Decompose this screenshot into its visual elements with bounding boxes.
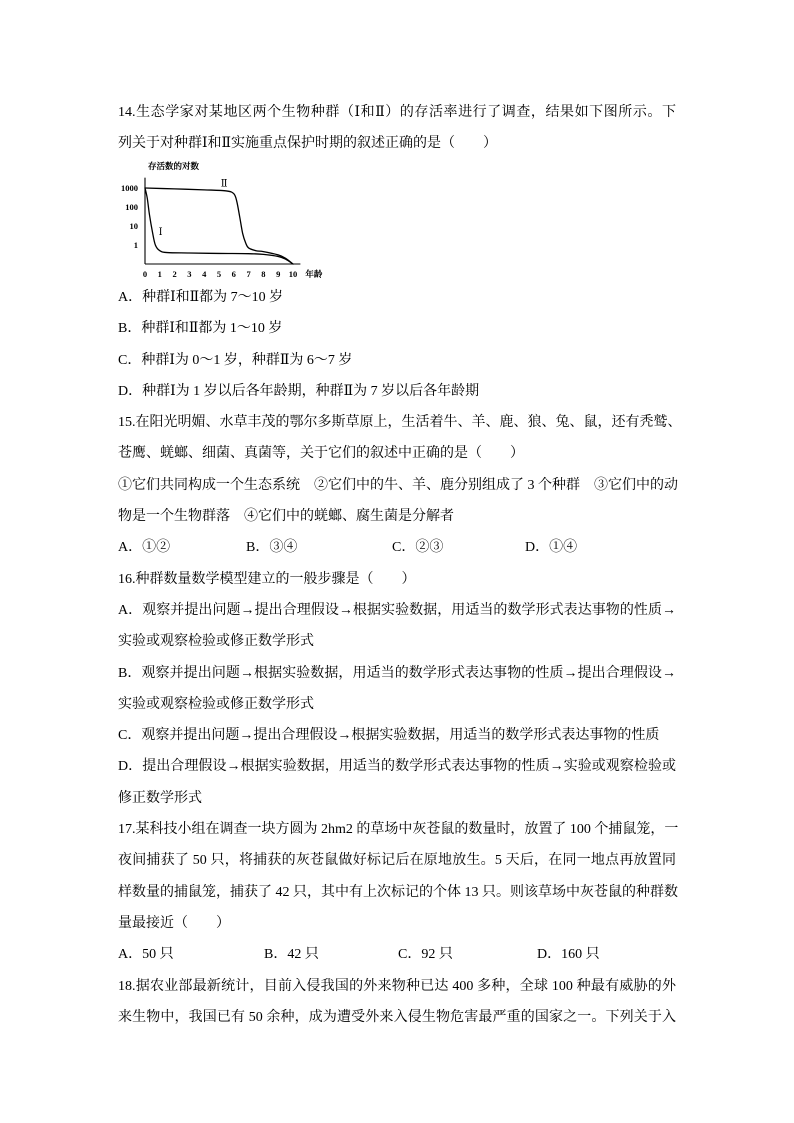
y-axis-label: 存活数的对数 [148, 161, 200, 171]
y-tick-label: 10 [129, 221, 138, 231]
q15-option-c: C．②③ [392, 540, 444, 556]
q17-stem-line-4: 量最接近（ ） [118, 915, 230, 931]
y-tick-label: 1000 [121, 183, 138, 193]
q14-option-d: D．种群Ⅰ为 1 岁以后各年龄期，种群Ⅱ为 7 岁以后各年龄期 [118, 383, 480, 399]
q17-options-row [118, 939, 676, 970]
q15-option-d: D．①④ [525, 540, 578, 556]
y-tick-label: 1 [133, 240, 138, 250]
question-14-stem [118, 97, 676, 160]
questions-body [118, 282, 682, 1033]
q15-options-row [118, 532, 676, 563]
x-tick-label: 10 [288, 269, 298, 279]
q16-option-d-line-1: D．提出合理假设→根据实验数据，用适当的数学形式表达事物的性质→实验或观察检验或 [118, 759, 676, 775]
q16-option-a-line-1: A．观察并提出问题→提出合理假设→根据实验数据，用适当的数学形式表达事物的性质→ [118, 602, 676, 618]
survival-curve-chart [118, 155, 333, 287]
x-tick-label: 3 [187, 269, 192, 279]
q15-option-b: B．③④ [246, 540, 298, 556]
q15-option-a: A．①② [118, 540, 171, 556]
q15-stem-line-1: 15.在阳光明媚、水草丰茂的鄂尔多斯草原上，生活着牛、羊、鹿、狼、兔、鼠，还有秃鹫、 [118, 415, 682, 431]
q16-option-b-line-1: B．观察并提出问题→根据实验数据，用适当的数学形式表达事物的性质→提出合理假设→ [118, 665, 676, 681]
survival-curve-ii-label: Ⅱ [220, 178, 228, 190]
q14-stem-line-1: 14.生态学家对某地区两个生物种群（Ⅰ和Ⅱ）的存活率进行了调查，结果如下图所示。下 [118, 105, 676, 120]
q16-option-a-line-2: 实验或观察检验或修正数学形式 [118, 634, 314, 650]
q17-option-a: A．50 只 [118, 947, 174, 963]
q14-stem-line-2: 列关于对种群Ⅰ和Ⅱ实施重点保护时期的叙述正确的是（ ） [118, 136, 498, 152]
q14-option-b: B．种群Ⅰ和Ⅱ都为 1～10 岁 [118, 321, 283, 337]
q16-option-c: C．观察并提出问题→提出合理假设→根据实验数据，用适当的数学形式表达事物的性质 [118, 728, 660, 744]
q17-option-d: D．160 只 [537, 947, 600, 963]
q17-option-c: C．92 只 [398, 947, 453, 963]
q17-stem-line-1: 17.某科技小组在调查一块方圆为 2hm2 的草场中灰苍鼠的数量时，放置了 100 个捕鼠笼，一 [118, 822, 679, 838]
q17-stem-line-3: 样数量的捕鼠笼，捕获了 42 只，其中有上次标记的个体 13 只。则该草场中灰苍鼠的种群数 [118, 884, 678, 900]
survival-curve-i-label: Ⅰ [158, 227, 163, 239]
q17-option-b: B．42 只 [264, 947, 319, 963]
x-tick-label: 5 [216, 269, 222, 279]
x-tick-label: 6 [231, 269, 236, 279]
x-tick-label: 2 [172, 269, 177, 279]
q17-stem-line-2: 夜间捕获了 50 只，将捕获的灰苍鼠做好标记后在原地放生。5 天后，在同一地点再放置同 [118, 853, 676, 869]
q15-stem-line-2: 苍鹰、蜣螂、细菌、真菌等，关于它们的叙述中正确的是（ ） [118, 446, 524, 462]
x-tick-label: 8 [261, 269, 266, 279]
q16-option-d-line-2: 修正数学形式 [118, 790, 202, 806]
x-tick-label: 4 [202, 269, 207, 279]
x-axis-label: 年龄 [305, 269, 323, 279]
x-tick-label: 1 [157, 269, 162, 279]
q15-statements-line-2: 物是一个生物群落 ④它们中的蜣螂、腐生菌是分解者 [118, 509, 454, 525]
q16-stem: 16.种群数量数学模型建立的一般步骤是（ ） [118, 571, 416, 587]
y-tick-label: 100 [125, 202, 138, 212]
q18-stem-line-2: 来生物中，我国已有 50 余种，成为遭受外来入侵生物危害最严重的国家之一。下列关于入 [118, 1009, 676, 1025]
x-tick-label: 7 [246, 269, 251, 279]
q14-option-a: A．种群Ⅰ和Ⅱ都为 7～10 岁 [118, 290, 284, 305]
x-tick-label: 9 [276, 269, 281, 279]
q16-option-b-line-2: 实验或观察检验或修正数学形式 [118, 696, 314, 712]
q18-stem-line-1: 18.据农业部最新统计，目前入侵我国的外来物种已达 400 多种，全球 100 种最有威胁的外 [118, 978, 676, 994]
x-tick-label: 0 [142, 269, 148, 279]
q15-statements-line-1: ①它们共同构成一个生态系统 ②它们中的牛、羊、鹿分别组成了 3 个种群 ③它们中的动 [118, 477, 678, 493]
q14-option-c: C．种群Ⅰ为 0～1 岁，种群Ⅱ为 6～7 岁 [118, 352, 353, 368]
